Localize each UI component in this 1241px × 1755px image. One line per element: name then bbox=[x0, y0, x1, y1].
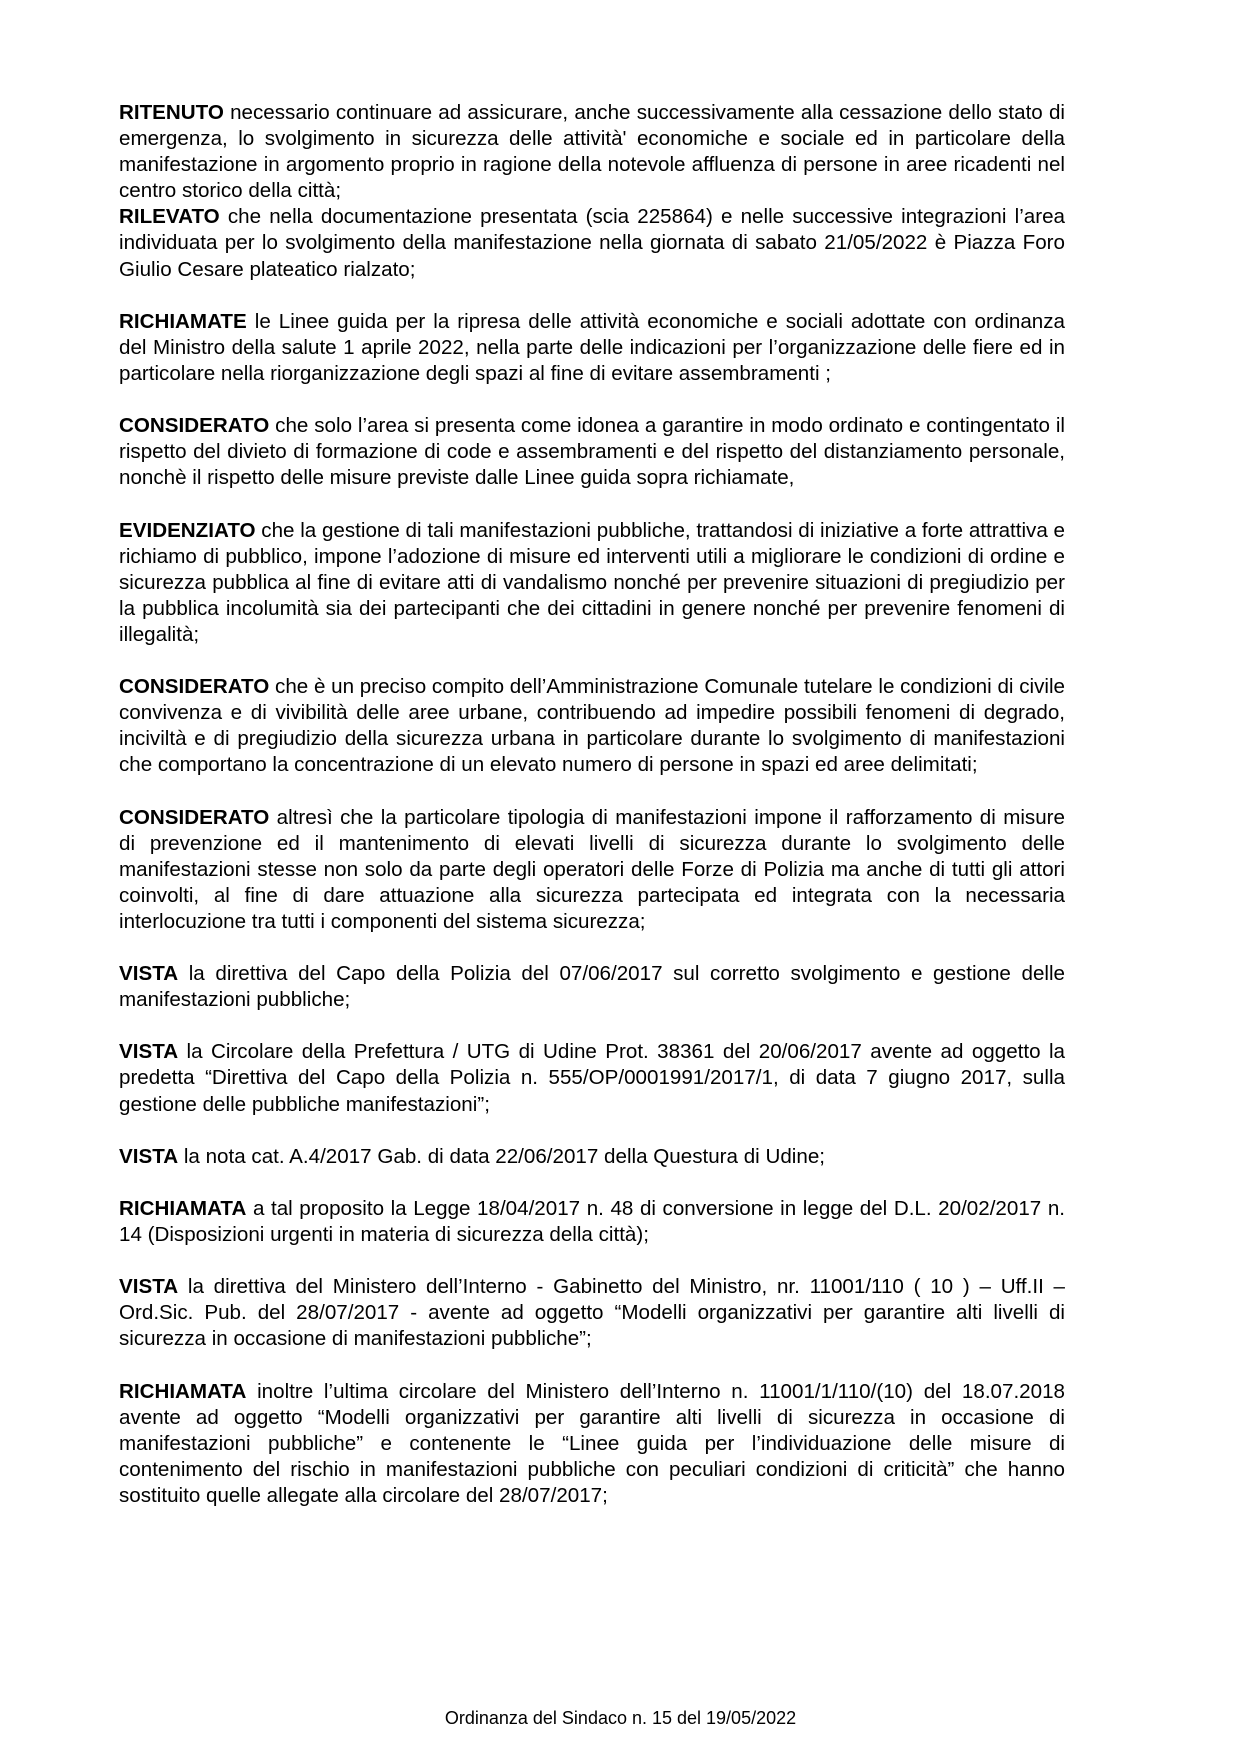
paragraph-text: che la gestione di tali manifestazioni pubbliche, trattandosi di iniziative a forte attrattiva e richiamo di pubblico, impone l’adozione di misure ed interventi utili a migliorare le condizioni di ordine e sicurezza pubblica al fine di evitare atti di vandalismo nonché per prevenire situazioni di pregiudizio per la pubblica incolumità sia dei partecipanti che dei cittadini in genere nonché per prevenire fenomeni di illegalità; bbox=[119, 518, 1065, 646]
paragraph-keyword: EVIDENZIATO bbox=[119, 518, 256, 542]
document-body bbox=[119, 100, 1065, 1509]
paragraph-vista-1 bbox=[119, 961, 1065, 1013]
paragraph-keyword: CONSIDERATO bbox=[119, 675, 270, 699]
paragraph-keyword: VISTA bbox=[119, 962, 179, 986]
paragraph-text: la direttiva del Ministero dell’Interno - Gabinetto del Ministro, nr. 11001/110 ( 10 ) – Uff.II – Ord.Sic. Pub. del 28/07/2017 - avente ad oggetto “Modelli organizzativi per garantire alti livelli di sicurezza in occasione di manifestazioni pubbliche”; bbox=[119, 1275, 1065, 1351]
paragraph-text: altresì che la particolare tipologia di manifestazioni impone il rafforzamento di misure di prevenzione ed il mantenimento di elevati livelli di sicurezza durante lo svolgimento delle manifestazioni stesse non solo da parte degli operatori delle Forze di Polizia ma anche di tutti gli attori coinvolti, al fine di dare attuazione alla sicurezza partecipata ed integrata con la necessaria interlocuzione tra tutti i componenti del sistema sicurezza; bbox=[119, 805, 1065, 933]
paragraph-text: le Linee guida per la ripresa delle attività economiche e sociali adottate con ordinanza del Ministro della salute 1 aprile 2022, nella parte delle indicazioni per l’organizzazione delle fiere ed in particolare nella riorganizzazione degli spazi al fine di evitare assembramenti ; bbox=[119, 309, 1065, 385]
paragraph-text: la nota cat. A.4/2017 Gab. di data 22/06/2017 della Questura di Udine; bbox=[178, 1144, 825, 1168]
paragraph-richiamata-2 bbox=[119, 1379, 1065, 1509]
paragraph-text: la Circolare della Prefettura / UTG di Udine Prot. 38361 del 20/06/2017 avente ad oggetto la predetta “Direttiva del Capo della Polizia n. 555/OP/0001991/2017/1, di data 7 giugno 2017, sulla gestione delle pubbliche manifestazioni”; bbox=[119, 1040, 1065, 1116]
paragraph-keyword: VISTA bbox=[119, 1040, 179, 1064]
paragraph-keyword: VISTA bbox=[119, 1275, 179, 1299]
paragraph-text: che nella documentazione presentata (scia 225864) e nelle successive integrazioni l’area individuata per lo svolgimento della manifestazione nella giornata di sabato 21/05/2022 è Piazza Foro Giulio Cesare plateatico rialzato; bbox=[119, 205, 1065, 281]
paragraph-richiamata-1 bbox=[119, 1196, 1065, 1248]
paragraph-keyword: RILEVATO bbox=[119, 205, 220, 229]
paragraph-ritenuto bbox=[119, 100, 1065, 204]
paragraph-richiamate bbox=[119, 309, 1065, 387]
paragraph-considerato-3 bbox=[119, 805, 1065, 935]
paragraph-keyword: VISTA bbox=[119, 1144, 179, 1168]
paragraph-keyword: RICHIAMATE bbox=[119, 309, 247, 333]
paragraph-keyword: CONSIDERATO bbox=[119, 414, 270, 438]
paragraph-evidenziato bbox=[119, 518, 1065, 648]
paragraph-considerato-2 bbox=[119, 674, 1065, 778]
paragraph-keyword: RICHIAMATA bbox=[119, 1379, 247, 1403]
paragraph-text: che è un preciso compito dell’Amministrazione Comunale tutelare le condizioni di civile convivenza e di vivibilità delle aree urbane, contribuendo ad impedire possibili fenomeni di degrado, inciviltà e di pregiudizio della sicurezza urbana in particolare durante lo svolgimento di manifestazioni che comportano la concentrazione di un elevato numero di persone in spazi ed aree delimitati; bbox=[119, 675, 1065, 777]
page-footer: Ordinanza del Sindaco n. 15 del 19/05/2022 bbox=[444, 1708, 797, 1728]
paragraph-text: a tal proposito la Legge 18/04/2017 n. 48 di conversione in legge del D.L. 20/02/2017 n. 14 (Disposizioni urgenti in materia di sicurezza della città); bbox=[119, 1196, 1065, 1247]
paragraph-text: necessario continuare ad assicurare, anche successivamente alla cessazione dello stato di emergenza, lo svolgimento in sicurezza delle attività' economiche e sociale ed in particolare della manifestazione in argomento proprio in ragione della notevole affluenza di persone in aree ricadenti nel centro storico della città; bbox=[119, 101, 1065, 203]
paragraph-text: la direttiva del Capo della Polizia del 07/06/2017 sul corretto svolgimento e gestione delle manifestazioni pubbliche; bbox=[119, 962, 1065, 1012]
paragraph-keyword: CONSIDERATO bbox=[119, 805, 270, 829]
paragraph-text: che solo l’area si presenta come idonea a garantire in modo ordinato e contingentato il rispetto del divieto di formazione di code e assembramenti e del rispetto del distanziamento personale, nonchè il rispetto delle misure previste dalle Linee guida sopra richiamate, bbox=[119, 414, 1065, 490]
paragraph-vista-2 bbox=[119, 1039, 1065, 1117]
paragraph-vista-3 bbox=[119, 1144, 1065, 1170]
paragraph-keyword: RITENUTO bbox=[119, 101, 224, 124]
paragraph-text: inoltre l’ultima circolare del Ministero dell’Interno n. 11001/1/110/(10) del 18.07.2018 avente ad oggetto “Modelli organizzativi per garantire alti livelli di sicurezza in occasione di manifestazioni pubbliche” e contenente le “Linee guida per l’individuazione delle misure di contenimento del rischio in manifestazioni pubbliche con peculiari condizioni di criticità” che hanno sostituito quelle allegate alla circolare del 28/07/2017; bbox=[119, 1379, 1065, 1507]
paragraph-rilevato bbox=[119, 204, 1065, 282]
paragraph-vista-4 bbox=[119, 1274, 1065, 1352]
paragraph-keyword: RICHIAMATA bbox=[119, 1196, 247, 1220]
paragraph-considerato-1 bbox=[119, 413, 1065, 491]
